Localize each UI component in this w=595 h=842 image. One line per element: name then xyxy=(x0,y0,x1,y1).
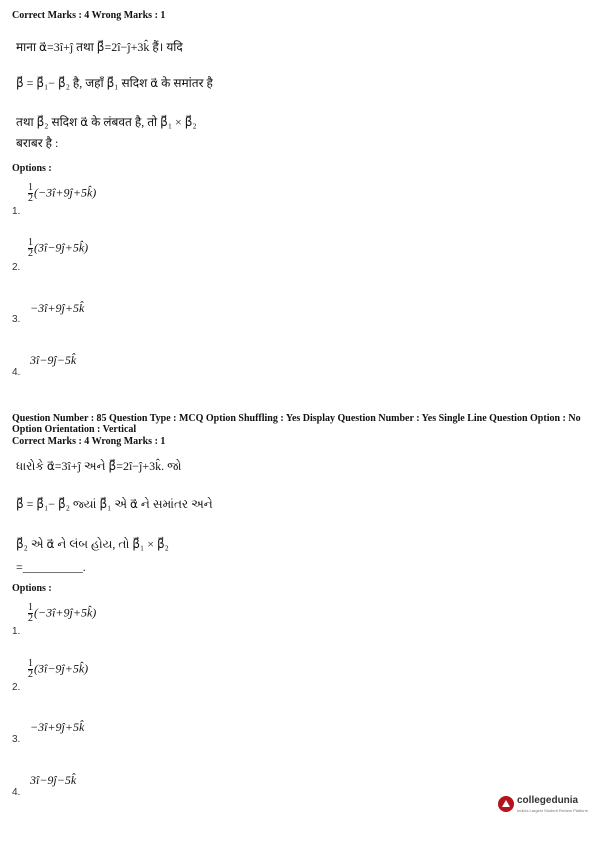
option-expression: 3î−9ĵ−5k̂ xyxy=(30,773,77,787)
option-expression xyxy=(28,603,96,624)
question-line: β⃗ = β⃗₁− β⃗₂ જ્યાં β⃗₁ એ α⃗ ને સમાંતર અને xyxy=(16,497,213,511)
logo-mark-icon xyxy=(497,795,515,813)
collegedunia-logo xyxy=(497,793,589,817)
option-number: 1. xyxy=(12,626,21,637)
question-line: β⃗₂ એ α⃗ ને લંબ હોય, તો β⃗₁ × β⃗₂ xyxy=(16,537,169,551)
marks-info: Correct Marks : 4 Wrong Marks : 1 xyxy=(12,436,166,447)
fraction-numerator: 1 xyxy=(28,658,33,669)
options-label: Options : xyxy=(12,163,52,174)
options-label: Options : xyxy=(12,583,52,594)
option-number: 3. xyxy=(12,734,21,745)
option-expression xyxy=(28,183,96,204)
fraction-denominator: 2 xyxy=(28,248,33,259)
fraction-numerator: 1 xyxy=(28,237,33,248)
marks-info: Correct Marks : 4 Wrong Marks : 1 xyxy=(12,10,166,21)
fraction-denominator: 2 xyxy=(28,193,33,204)
expression-text: (3î−9ĵ+5k̂) xyxy=(34,661,89,676)
question-line: β⃗ = β⃗₁− β⃗₂ है, जहाँ β⃗₁ सदिश α⃗ के समांतर है xyxy=(16,76,213,90)
question-line: =__________. xyxy=(16,560,86,574)
fraction-denominator: 2 xyxy=(28,613,33,624)
option-number: 4. xyxy=(12,367,21,378)
fraction-numerator: 1 xyxy=(28,602,33,613)
option-number: 2. xyxy=(12,682,21,693)
option-expression xyxy=(28,659,88,680)
option-expression: −3î+9ĵ+5k̂ xyxy=(30,301,85,315)
expression-text: (3î−9ĵ+5k̂) xyxy=(34,240,89,255)
logo-brand: collegedunia xyxy=(517,795,579,806)
option-number: 2. xyxy=(12,262,21,273)
fraction xyxy=(28,603,33,624)
question-line: बराबर है : xyxy=(16,136,59,150)
option-number: 4. xyxy=(12,787,21,798)
expression-text: (−3î+9ĵ+5k̂) xyxy=(34,185,97,200)
option-expression xyxy=(28,238,88,259)
logo-tagline: India's Largest Student Review Platform xyxy=(517,808,589,813)
expression-text: (−3î+9ĵ+5k̂) xyxy=(34,605,97,620)
fraction-numerator: 1 xyxy=(28,182,33,193)
option-expression: 3î−9ĵ−5k̂ xyxy=(30,353,77,367)
question-line: ધારોકે α⃗=3î+ĵ અને β⃗=2î−ĵ+3k̂. જો xyxy=(16,459,182,473)
option-expression: −3î+9ĵ+5k̂ xyxy=(30,720,85,734)
fraction xyxy=(28,659,33,680)
question-line: माना α⃗=3î+ĵ तथा β⃗=2î−ĵ+3k̂ हैं। यदि xyxy=(16,40,183,54)
fraction xyxy=(28,183,33,204)
question-line: तथा β⃗₂ सदिश α⃗ के लंबवत है, तो β⃗₁ × β⃗₂ xyxy=(16,115,197,129)
question-header: Question Number : 85 Question Type : MCQ Option Shuffling : Yes Display Question Number : Yes Single Line Question Option : No Option Orientation : Vertical xyxy=(12,413,581,435)
fraction-denominator: 2 xyxy=(28,669,33,680)
option-number: 1. xyxy=(12,206,21,217)
fraction xyxy=(28,238,33,259)
option-number: 3. xyxy=(12,314,21,325)
